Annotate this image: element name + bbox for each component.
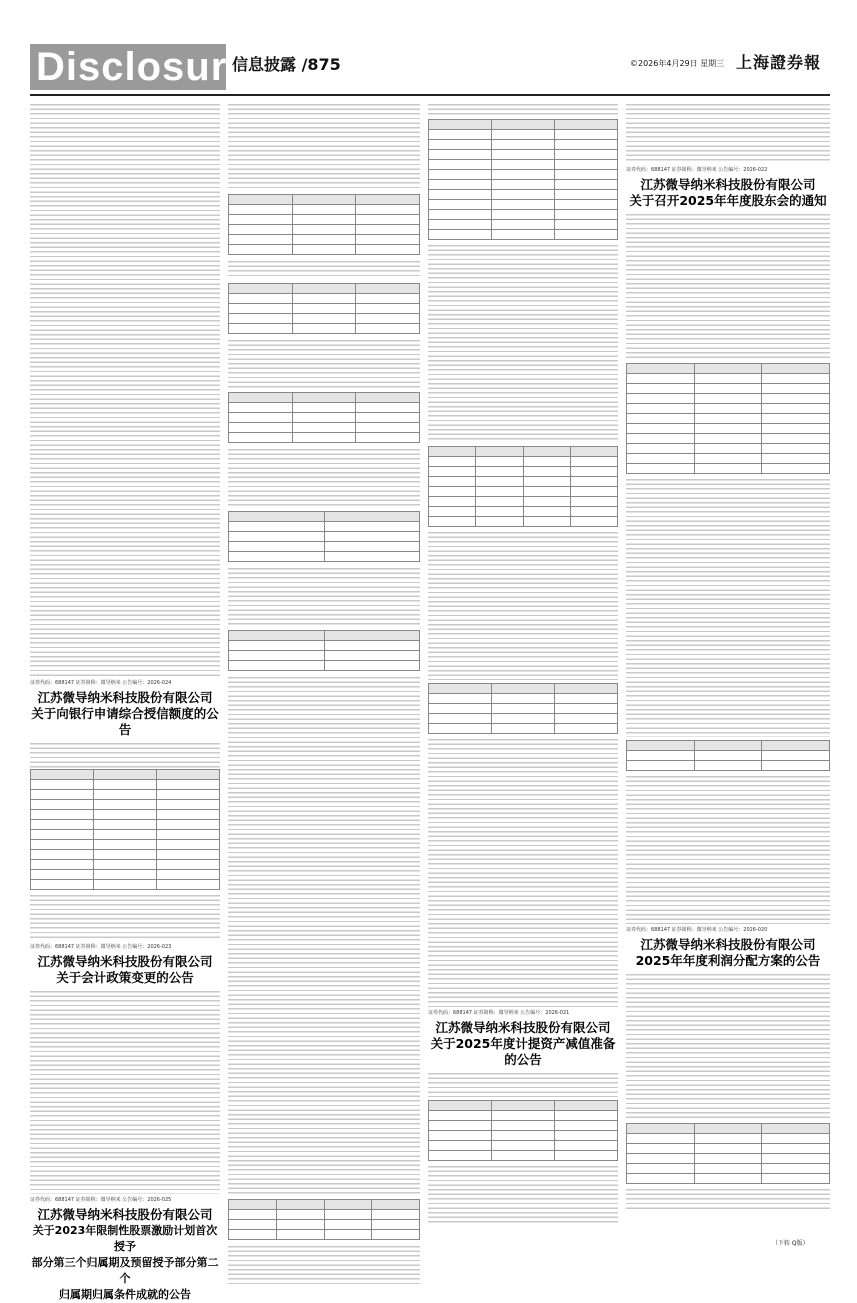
data-table (626, 740, 830, 771)
credit-table (30, 769, 220, 890)
data-table (428, 683, 618, 734)
announcement-title: 江苏微导纳米科技股份有限公司 (640, 937, 816, 952)
data-table (626, 363, 830, 474)
body-text-block (626, 972, 830, 1120)
body-text-block (428, 1164, 618, 1224)
body-text-block (228, 447, 420, 507)
data-table (428, 446, 618, 527)
data-table (228, 630, 420, 671)
code-line: 证券代码：688147 证券简称：微导纳米 公告编号：2026-021 (428, 1010, 570, 1016)
body-text-block (228, 675, 420, 1195)
body-text-block (428, 737, 618, 1007)
data-table (626, 1123, 830, 1184)
body-text-block (428, 530, 618, 680)
announcement-title: 2025年年度利润分配方案的公告 (635, 953, 821, 968)
column-1 (30, 102, 220, 1303)
announcement-title: 江苏微导纳米科技股份有限公司 (37, 954, 213, 969)
announcement-title: 关于向银行申请综合授信额度的公告 (31, 706, 219, 737)
column-4 (626, 102, 830, 1209)
body-text-block (626, 212, 830, 360)
masthead: 上海證券報 (736, 53, 822, 72)
code-line: 证券代码：688147 证券简称：微导纳米 公告编号：2026-022 (626, 167, 768, 173)
body-text-block (428, 1071, 618, 1097)
announcement-title: 关于会计政策变更的公告 (56, 970, 194, 985)
body-text-block (30, 893, 220, 941)
continuation-note: （下转 Q版） (772, 1240, 809, 1247)
date-line: ©2026年4月29日 星期三 (630, 59, 725, 68)
body-text-block (626, 477, 830, 737)
code-line: 证券代码：688147 证券简称：微导纳米 公告编号：2026-025 (30, 1197, 172, 1203)
header-rule (30, 94, 830, 96)
body-text-block (428, 243, 618, 443)
section-title: 信息披露 /875 (232, 55, 341, 74)
data-table (228, 392, 420, 443)
column-2 (228, 102, 420, 1284)
announcement-title: 部分第三个归属期及预留授予部分第二个 (31, 1256, 219, 1285)
body-text-block (30, 741, 220, 769)
body-text-block (30, 102, 220, 677)
data-table (228, 194, 420, 255)
announcement-title: 江苏微导纳米科技股份有限公司 (37, 690, 213, 705)
announcement-title: 关于2025年度计提资产减值准备的公告 (430, 1036, 616, 1067)
data-table (428, 119, 618, 240)
body-text-block (228, 259, 420, 279)
code-line: 证券代码：688147 证券简称：微导纳米 公告编号：2026-023 (30, 944, 172, 950)
data-table (228, 283, 420, 334)
announcement-title: 归属期归属条件成就的公告 (59, 1288, 191, 1301)
code-line: 证券代码：688147 证券简称：微导纳米 公告编号：2026-020 (626, 927, 768, 933)
column-3 (428, 102, 618, 1224)
body-text-block (228, 338, 420, 388)
announcement-title: 江苏微导纳米科技股份有限公司 (37, 1207, 213, 1222)
code-line: 证券代码：688147 证券简称：微导纳米 公告编号：2026-024 (30, 680, 172, 686)
announcement-title: 江苏微导纳米科技股份有限公司 (640, 177, 816, 192)
disclosure-banner: Disclosure (30, 44, 226, 90)
body-text-block (626, 1187, 830, 1209)
announcement-title: 关于召开2025年年度股东会的通知 (629, 193, 827, 208)
body-text-block (228, 102, 420, 190)
data-table (228, 1199, 420, 1240)
data-table (428, 1100, 618, 1161)
body-text-block (626, 774, 830, 924)
body-text-block (228, 566, 420, 626)
data-table (228, 511, 420, 562)
body-text-block (626, 102, 830, 164)
page-header (0, 0, 857, 96)
body-text-block (428, 102, 618, 116)
announcement-title: 关于2023年限制性股票激励计划首次授予 (32, 1224, 218, 1253)
body-text-block (30, 989, 220, 1194)
body-text-block (228, 1244, 420, 1284)
announcement-title: 江苏微导纳米科技股份有限公司 (435, 1020, 611, 1035)
